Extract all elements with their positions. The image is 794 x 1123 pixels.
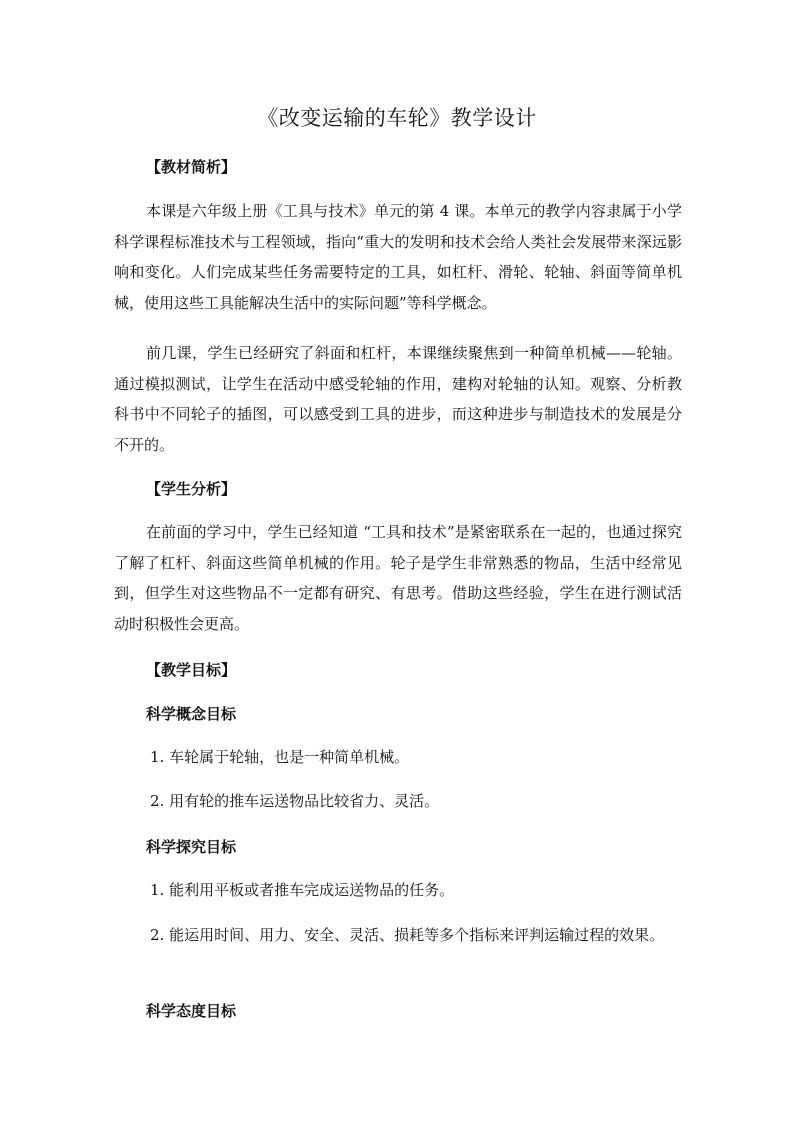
section-heading-goals: 【教学目标】 <box>146 661 237 679</box>
section-heading-textbook: 【教材简析】 <box>146 158 237 176</box>
paragraph-students-1: 在前面的学习中，学生已经知道 “工具和技术”是紧密联系在一起的，也通过探究了解了杠杆、斜面这些简单机械的作用。轮子是学生非常熟悉的物品，生活中经常见到，但学生对这些物品不一定都有研究、有思考。借助这些经验，学生在进行测试活动时积极性会更高。 <box>114 523 682 633</box>
subheading-inquiry-goals: 科学探究目标 <box>146 838 237 856</box>
section-heading-students: 【学生分析】 <box>146 480 237 498</box>
paragraph-textbook-1: 本课是六年级上册《工具与技术》单元的第 4 课。本单元的教学内容隶属于小学科学课程标准技术与工程领域，指向“重大的发明和技术会给人类社会发展带来深远影响和变化。人们完成某些任务需要特定的工具，如杠杆、滑轮、轮轴、斜面等简单机械，使用这些工具能解决生活中的实际问题”等科学概念。 <box>114 202 682 312</box>
list-item-concept-1: 1. 车轮属于轮轴，也是一种简单机械。 <box>150 748 410 766</box>
list-item-inquiry-2: 2. 能运用时间、用力、安全、灵活、损耗等多个指标来评判运输过程的效果。 <box>150 926 665 944</box>
list-item-concept-2: 2. 用有轮的推车运送物品比较省力、灵活。 <box>150 792 440 810</box>
list-item-inquiry-1: 1. 能利用平板或者推车完成运送物品的任务。 <box>150 881 455 899</box>
subheading-attitude-goals: 科学态度目标 <box>146 1002 237 1020</box>
document-title: 《改变运输的车轮》教学设计 <box>257 106 537 130</box>
paragraph-textbook-2: 前几课，学生已经研究了斜面和杠杆，本课继续聚焦到一种简单机械——轮轴。通过模拟测试，让学生在活动中感受轮轴的作用，建构对轮轴的认知。观察、分析教科书中不同轮子的插图，可以感受到工具的进步，而这种进步与制造技术的发展是分不开的。 <box>114 344 682 454</box>
subheading-concept-goals: 科学概念目标 <box>146 705 237 723</box>
